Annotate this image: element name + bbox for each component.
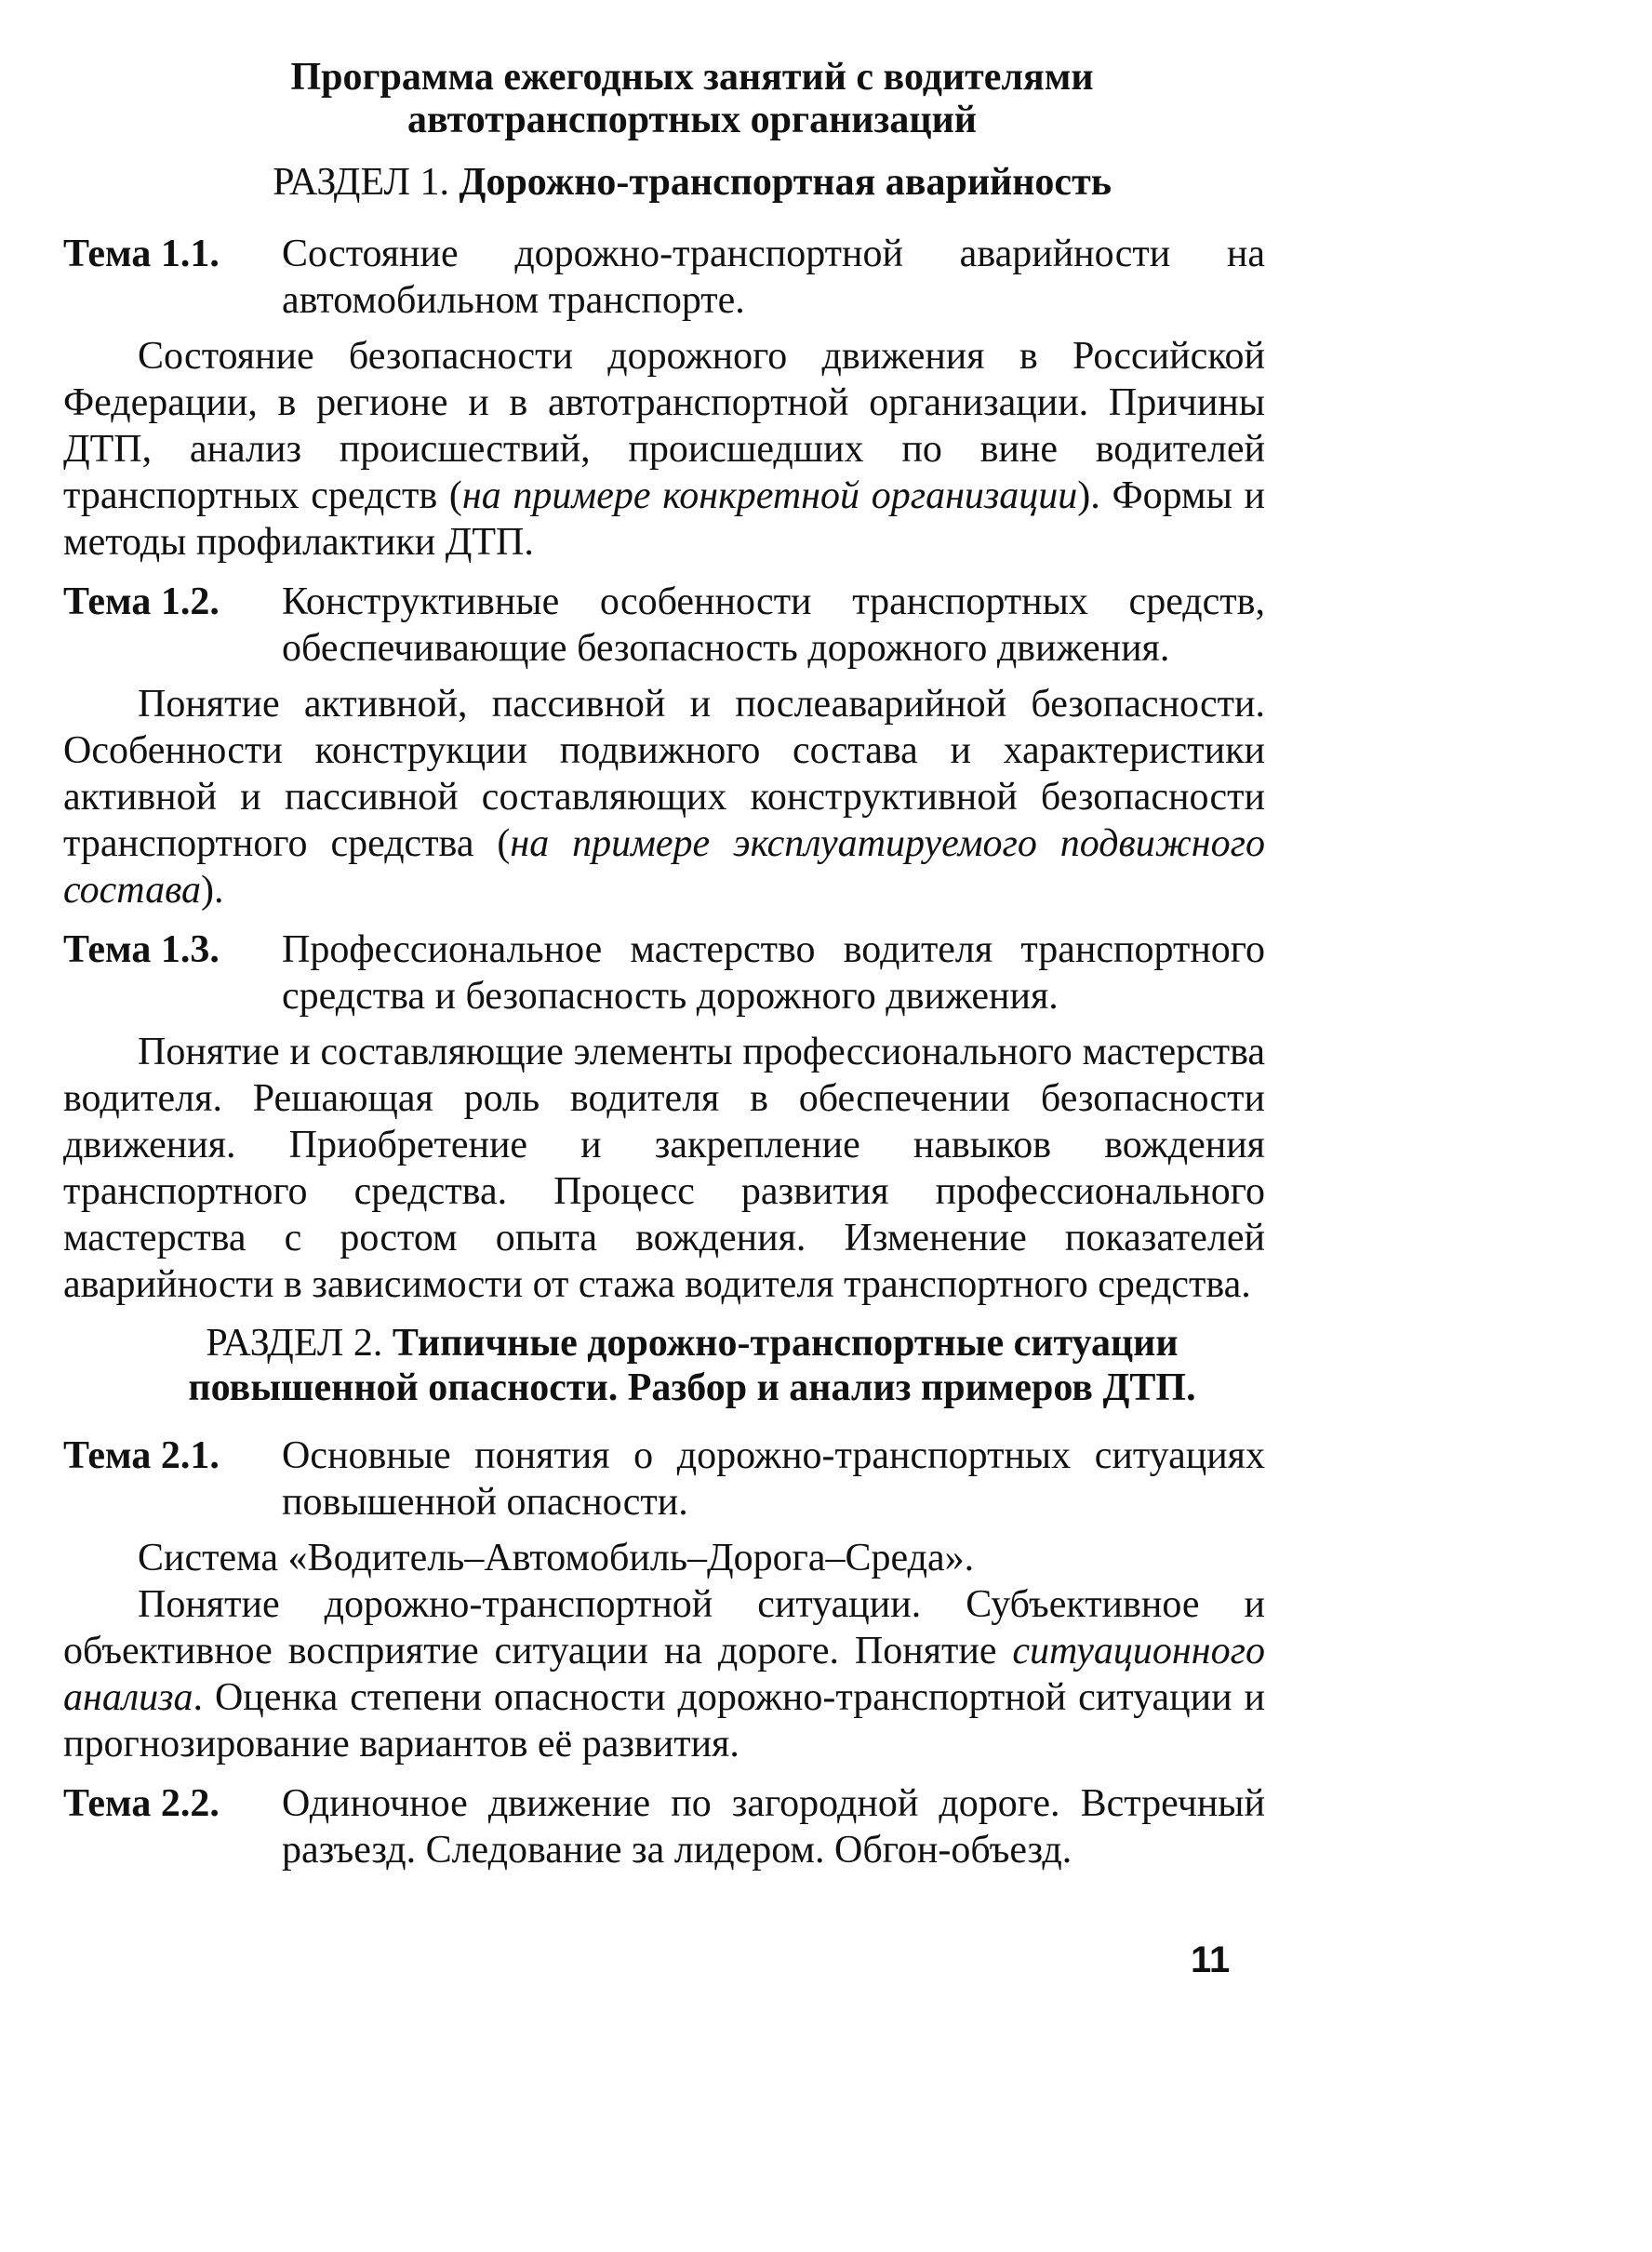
section-1-prefix: РАЗДЕЛ 1. [273, 161, 450, 204]
body-text: . Оценка степени опасности дорожно-транспортной ситуации и прогнозирование вариантов её развития. [63, 1676, 1265, 1766]
body-emphasis: на примере эксплуатируемого подвижного состава [63, 822, 1265, 912]
section-2-prefix: РАЗДЕЛ 2. [206, 1322, 383, 1365]
topic-title: Профессиональное мастерство водителя транспортного средства и безопасность дорожного движения. [282, 928, 1265, 1018]
body-text: Состояние безопасности дорожного движения в Российской Федерации, в регионе и в автотранспортной организации. Причины ДТП, анализ происшествий, происшедших по вине водителей транспортных средств ( [63, 335, 1265, 517]
topic-title: Основные понятия о дорожно-транспортных ситуациях повышенной опасности. [282, 1434, 1265, 1524]
topic-1-2-body [63, 681, 1265, 913]
topic-2-1-body-1: Система «Водитель–Автомобиль–Дорога–Среда». [138, 1537, 975, 1579]
topic-2-2-heading [63, 1780, 1265, 1873]
document-page [63, 56, 1265, 1873]
topic-2-1-body-2 [63, 1581, 1265, 1767]
topic-1-3-heading [63, 926, 1265, 1019]
topic-title: Состояние дорожно-транспортной аварийности на автомобильном транспорте. [282, 233, 1265, 322]
body-text: ). [201, 869, 224, 912]
body-text: Понятие дорожно-транспортной ситуации. Субъективное и объективное восприятие ситуации на дороге. Понятие [63, 1583, 1265, 1672]
body-text: Понятие активной, пассивной и послеаварийной безопасности. Особенности конструкции подвижного состава и характеристики активной и пассивной составляющих конструктивной безопасности транспортного средства ( [63, 683, 1265, 865]
section-2-heading [63, 1321, 1265, 1410]
section-1-heading [63, 160, 1265, 205]
topic-number: Тема 2.1. [63, 1434, 220, 1477]
topic-title: Конструктивные особенности транспортных средств, обеспечивающие безопасность дорожного движения. [282, 580, 1265, 670]
topic-1-1-heading [63, 231, 1265, 324]
body-text: ). Формы и методы профилактики ДТП. [63, 474, 1265, 564]
section-1-title: Дорожно-транспортная аварийность [459, 161, 1112, 204]
topic-2-1-heading [63, 1432, 1265, 1526]
topic-1-2-heading [63, 579, 1265, 672]
document-title [63, 56, 1265, 141]
page-number: 11 [1191, 1939, 1231, 1980]
topic-number: Тема 1.3. [63, 928, 220, 971]
body-emphasis: ситуационного анализа [63, 1630, 1265, 1719]
topic-number: Тема 1.1. [63, 233, 220, 275]
title-line-2: автотранспортных организаций [407, 99, 977, 141]
topic-1-3-body: Понятие и составляющие элементы профессионального мастерства водителя. Решающая роль водителя в обеспечении безопасности движения. Приобретение и закрепление навыков вождения транспортного средства. Процесс развития профессионального мастерства с ростом опыта вождения. Изменение показателей аварийности в зависимости от стажа водителя транспортного средства. [63, 1031, 1265, 1306]
topic-1-1-body [63, 333, 1265, 566]
topic-title: Одиночное движение по загородной дороге. Встречный разъезд. Следование за лидером. Обгон-объезд. [282, 1782, 1265, 1872]
title-line-1: Программа ежегодных занятий с водителями [290, 56, 1094, 99]
topic-number: Тема 2.2. [63, 1782, 220, 1825]
body-emphasis: на примере конкретной организации [461, 474, 1078, 517]
section-2-title: Типичные дорожно-транспортные ситуации повышенной опасности. Разбор и анализ примеров ДТП. [188, 1322, 1196, 1409]
topic-number: Тема 1.2. [63, 580, 220, 623]
